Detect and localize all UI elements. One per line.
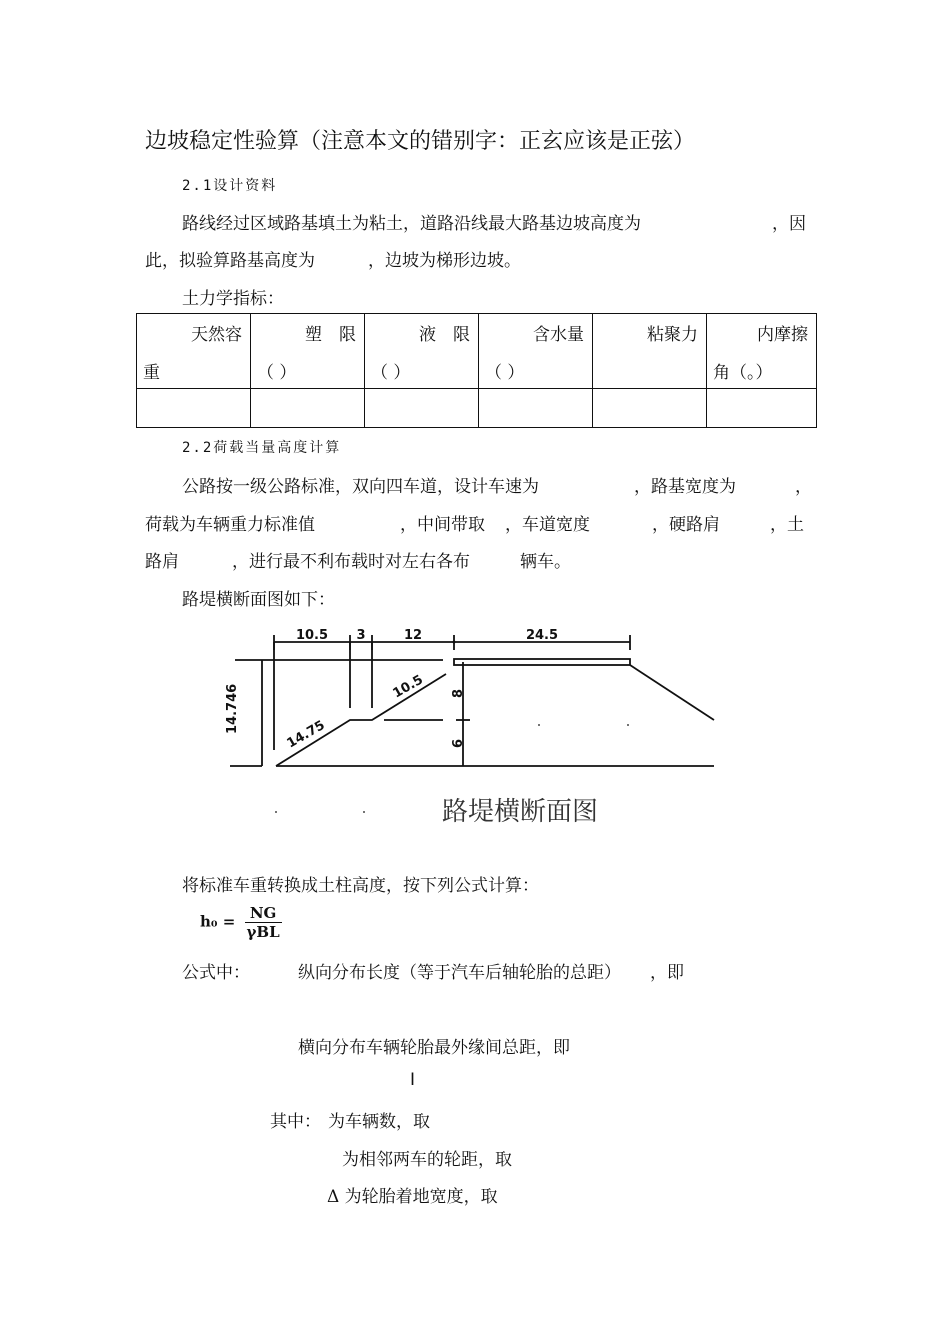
formula-lhs: h₀ = [200,912,236,931]
paragraph-line: 路肩 [145,552,179,572]
paragraph-line: 公路按一级公路标准，双向四车道，设计车速为 [182,477,539,497]
header-line-1: 液 限 [419,325,470,345]
document-title: 边坡稳定性验算（注意本文的错别字：正玄应该是正弦） [145,129,696,154]
header-line-1: 内摩擦 [757,325,808,345]
paragraph-line: 此，拟验算路基高度为 [145,251,315,271]
header-line-2: （ ） [485,363,525,383]
arrow-mark [453,641,456,644]
right-lower-height-label: 6 [451,738,466,748]
paragraph-line: 路线经过区域路基填土为粘土，道路沿线最大路基边坡高度为 [182,214,641,234]
header-line-2: 重 [143,363,160,383]
stray-dot [275,811,277,813]
delta-description: Δ 为轮胎着地宽度，取 [327,1187,498,1207]
header-line-1: 含水量 [533,325,584,345]
header-line-1: 塑 限 [305,325,356,345]
stray-dot [627,724,629,726]
paragraph-fragment: ，中间带取 [400,515,485,535]
l-description-tail: ，即 [650,963,684,983]
formula-fraction [245,904,282,941]
formula-intro: 将标准车重转换成土柱高度，按下列公式计算： [182,876,539,896]
paragraph-fragment: ， [795,477,812,497]
header-line-2: 角（。） [713,363,773,383]
stray-mark: I [410,1070,416,1090]
paragraph-line-tail: ，边坡为梯形边坡。 [368,251,521,271]
dim-label-3: 3 [356,628,366,643]
l-description: 纵向分布长度（等于汽车后轴轮胎的总距） [298,963,621,983]
figure-intro: 路堤横断面图如下： [182,590,335,610]
lower-slope-label: 14.75 [284,717,328,752]
section-2-1-label: 2.1设计资料 [182,178,278,194]
section-2-2-label: 2.2荷载当量高度计算 [182,440,342,456]
formula-denominator: γBL [246,923,280,941]
figure-caption: 路堤横断面图 [442,797,599,827]
header-line-2: （ ） [257,363,297,383]
load-height-formula [200,904,282,941]
paragraph-fragment: ，土 [770,515,804,535]
header-line-1: 天然容 [191,325,242,345]
paragraph-fragment: 辆车。 [520,552,571,572]
upper-slope-label: 10.5 [390,672,426,702]
formula-numerator: NG [245,904,282,923]
dim-label-12: 12 [403,628,423,643]
stray-dot [538,724,540,726]
paragraph-fragment: ，硬路肩 [652,515,720,535]
height-label: 14.746 [225,683,240,734]
where-label: 公式中： [182,963,250,983]
soil-indicators-label: 土力学指标： [182,289,284,309]
dim-label-24-5: 24.5 [525,628,559,643]
right-upper-height-label: 8 [451,688,466,698]
right-slope [630,665,714,720]
b-description: 横向分布车辆轮胎最外缘间总距，即 [298,1038,570,1058]
dim-label-10-5: 10.5 [295,628,329,643]
pavement-layer [454,659,630,665]
header-line-2: （ ） [371,363,411,383]
n-description: 为车辆数，取 [328,1112,430,1132]
qizhong-label: 其中： [270,1112,321,1132]
paragraph-line: 荷载为车辆重力标准值 [145,515,315,535]
paragraph-fragment: ，路基宽度为 [634,477,736,497]
paragraph-fragment: ，进行最不利布载时对左右各布 [232,552,470,572]
paragraph-fragment: ，车道宽度 [505,515,590,535]
d-description: 为相邻两车的轮距，取 [342,1150,512,1170]
paragraph-line-tail: ，因 [772,214,806,234]
stray-dot [363,811,365,813]
header-line-1: 粘聚力 [647,325,698,345]
